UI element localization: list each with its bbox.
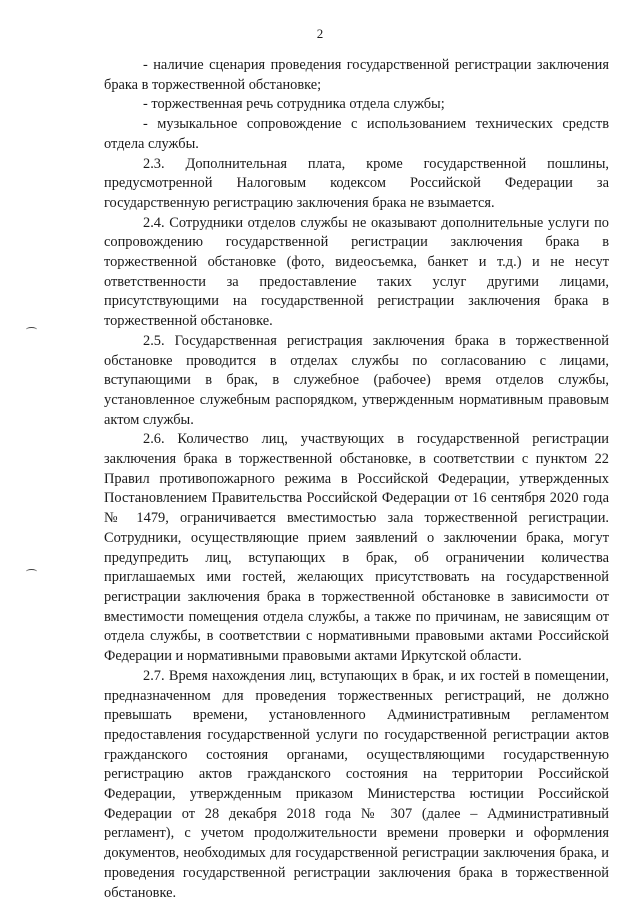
scan-margin-mark bbox=[26, 569, 37, 574]
clause-2-6: 2.6. Количество лиц, участвующих в государственной регистрации заключения брака в торжественной обстановке, в соответствии с пунктом 22 Правил противопожарного режима в Российской Федерации, утвержденных Постановлением Правительства Российской Федерации от 16 сентября 2020 года № 1479, ограничивается вместимостью зала торжественной регистрации. Сотрудники, осуществляющие прием заявлений о заключении брака, могут предупредить лиц, вступающих в брак, об ограничении количества приглашаемых ими гостей, желающих присутствовать на государственной регистрации заключения брака в торжественной обстановке в зависимости от вместимости помещения отдела службы, а также по причинам, не зависящим от отдела службы, в соответствии с нормативными правовыми актами Российской Федерации и нормативными правовыми актами Иркутской области. bbox=[104, 431, 609, 665]
bullet-speech: - торжественная речь сотрудника отдела службы; bbox=[143, 96, 445, 113]
clause-2-5: 2.5. Государственная регистрация заключения брака в торжественной обстановке проводится в отделах службы по согласованию с лицами, вступающими в брак, в служебное (рабочее) время отделов службы, установленное служебным распорядком, утвержденным нормативным правовым актом службы. bbox=[104, 332, 609, 428]
clause-2-7: 2.7. Время нахождения лиц, вступающих в брак, и их гостей в помещении, предназначенном для проведения торжественных регистраций, не должно превышать времени, установленного Административным регламентом предоставления государственной услуги по государственной регистрации актов гражданского состояния органами, осуществляющими государственную регистрацию актов гражданского состояния на территории Российской Федерации, утвержденным приказом Министерства юстиции Российской Федерации от 28 декабря 2018 года № 307 (далее – Административный регламент), с учетом продолжительности времени проверки и оформления документов, необходимых для государственной регистрации заключения брака, и проведения государственной регистрации заключения брака в торжественной обстановке. bbox=[104, 667, 609, 901]
page-number: 2 bbox=[316, 26, 324, 41]
bullet-music: - музыкальное сопровождение с использованием технических средств отдела службы. bbox=[104, 116, 609, 152]
clause-2-4: 2.4. Сотрудники отделов службы не оказывают дополнительные услуги по сопровождению государственной регистрации заключения брака в торжественной обстановке (фото, видеосъемка, банкет и т.д.) и не несут ответственности за предоставление таких услуг другими лицами, присутствующими на государственной регистрации заключения брака в торжественной обстановке. bbox=[104, 214, 609, 330]
document-body bbox=[104, 56, 609, 903]
scan-margin-mark bbox=[26, 327, 37, 332]
bullet-scenario: - наличие сценария проведения государственной регистрации заключения брака в торжественной обстановке; bbox=[104, 57, 609, 93]
clause-2-3: 2.3. Дополнительная плата, кроме государственной пошлины, предусмотренной Налоговым кодексом Российской Федерации за государственную регистрацию заключения брака не взымается. bbox=[104, 155, 609, 211]
